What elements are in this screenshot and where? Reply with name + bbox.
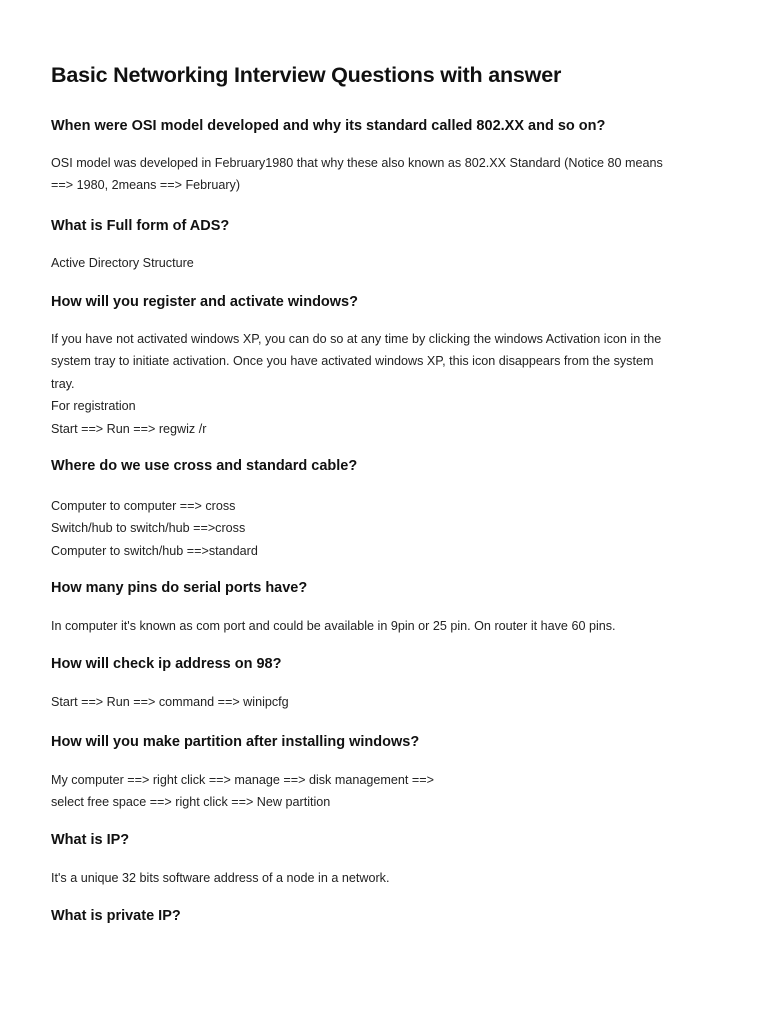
question-heading: When were OSI model developed and why its standard called 802.XX and so on? — [51, 118, 606, 134]
answer-line: tray. — [51, 376, 75, 391]
answer-line: It's a unique 32 bits software address of a node in a network. — [51, 871, 390, 885]
answer-line: For registration — [51, 399, 136, 414]
question-heading: What is private IP? — [51, 908, 181, 924]
answer-line: ==> 1980, 2means ==> February) — [51, 178, 241, 193]
answer-text — [51, 615, 721, 637]
answer-line: In computer it's known as com port and could be available in 9pin or 25 pin. On router it have 60 pins. — [51, 619, 616, 633]
question-heading: How will check ip address on 98? — [51, 656, 282, 672]
question-heading: How will you register and activate windows? — [51, 294, 358, 310]
answer-line: Computer to switch/hub ==>standard — [51, 543, 258, 558]
answer-line: Switch/hub to switch/hub ==>cross — [51, 521, 246, 536]
question-heading: What is IP? — [51, 832, 130, 848]
answer-line: Computer to computer ==> cross — [51, 499, 236, 513]
question-heading: What is Full form of ADS? — [51, 218, 230, 234]
answer-line: If you have not activated windows XP, you can do so at any time by clicking the windows Activation icon in the — [51, 332, 662, 346]
answer-text — [51, 328, 721, 440]
answer-text — [51, 152, 721, 197]
question-heading: Where do we use cross and standard cable? — [51, 458, 358, 474]
answer-text — [51, 252, 721, 274]
answer-text — [51, 691, 721, 713]
answer-line: Start ==> Run ==> command ==> winipcfg — [51, 695, 289, 709]
answer-line: select free space ==> right click ==> New partition — [51, 795, 331, 810]
answer-line: My computer ==> right click ==> manage ==> disk management ==> — [51, 773, 434, 787]
question-heading: How many pins do serial ports have? — [51, 580, 308, 596]
answer-text — [51, 495, 721, 562]
question-heading: How will you make partition after installing windows? — [51, 734, 420, 750]
answer-line: OSI model was developed in February1980 that why these also known as 802.XX Standard (Notice 80 means — [51, 156, 663, 170]
answer-line: Start ==> Run ==> regwiz /r — [51, 421, 207, 436]
page-title: Basic Networking Interview Questions with answer — [51, 63, 562, 87]
answer-line: Active Directory Structure — [51, 256, 194, 270]
answer-line: system tray to initiate activation. Once you have activated windows XP, this icon disappears from the system — [51, 354, 654, 369]
answer-text — [51, 769, 721, 814]
answer-text — [51, 867, 721, 889]
